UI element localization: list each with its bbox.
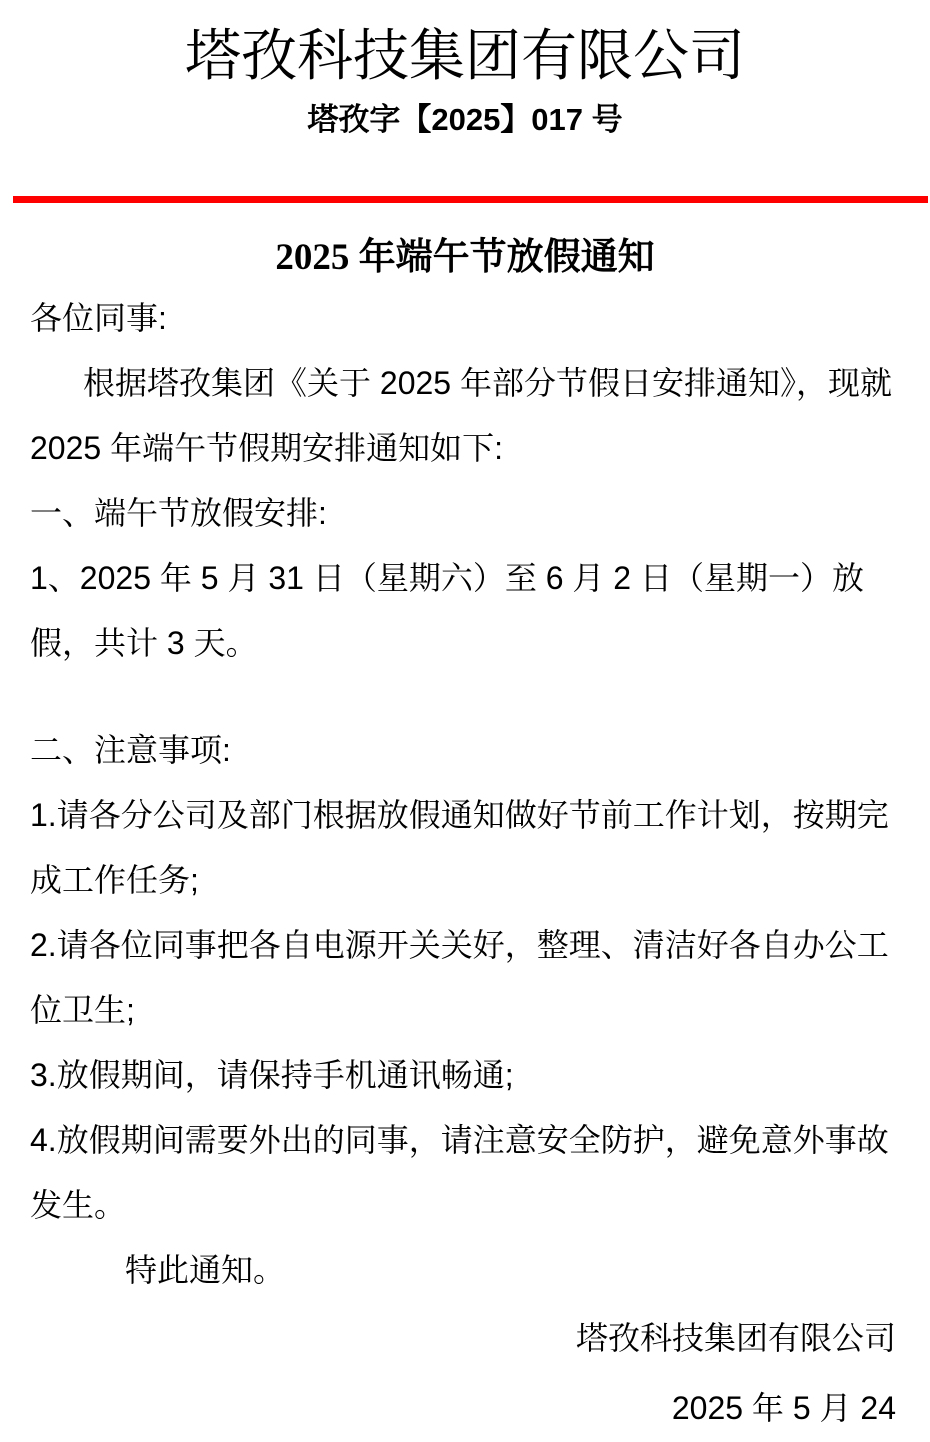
section2-item3-line: 3.放假期间，请保持手机通讯畅通; [30,1057,514,1093]
company-title: 塔孜科技集团有限公司 [185,26,745,88]
closing-line: 特此通知。 [125,1252,286,1288]
salutation-line: 各位同事: [30,300,167,336]
intro-line-2: 2025 年端午节假期安排通知如下: [30,430,503,466]
section2-item2-line2: 位卫生; [30,992,135,1028]
signature-company: 塔孜科技集团有限公司 [575,1320,896,1356]
section2-item2-line1: 2.请各位同事把各自电源开关关好，整理、清洁好各自办公工 [30,927,889,963]
section1-item1-line2: 假，共计 3 天。 [30,625,258,661]
notice-body [30,286,900,1442]
section2-item4-line2: 发生。 [30,1187,127,1223]
signature-date: 2025 年 5 月 24 [671,1390,896,1426]
section2-item1-line2: 成工作任务; [30,862,199,898]
notice-title: 2025 年端午节放假通知 [275,237,655,278]
intro-line-1: 根据塔孜集团《关于 2025 年部分节假日安排通知》，现就 [83,365,892,401]
blank-line-spacer [30,676,900,718]
section2-item1-line1: 1.请各分公司及部门根据放假通知做好节前工作计划，按期完 [30,797,889,833]
section2-heading: 二、注意事项: [30,732,231,768]
document-number: 塔孜字【2025】017 号 [307,102,623,137]
section1-heading: 一、端午节放假安排: [30,495,327,531]
section2-item4-line1: 4.放假期间需要外出的同事，请注意安全防护，避免意外事故 [30,1122,889,1158]
section1-item1-line1: 1、2025 年 5 月 31 日（星期六）至 6 月 2 日（星期一）放 [30,560,864,596]
red-divider-line [13,196,928,203]
